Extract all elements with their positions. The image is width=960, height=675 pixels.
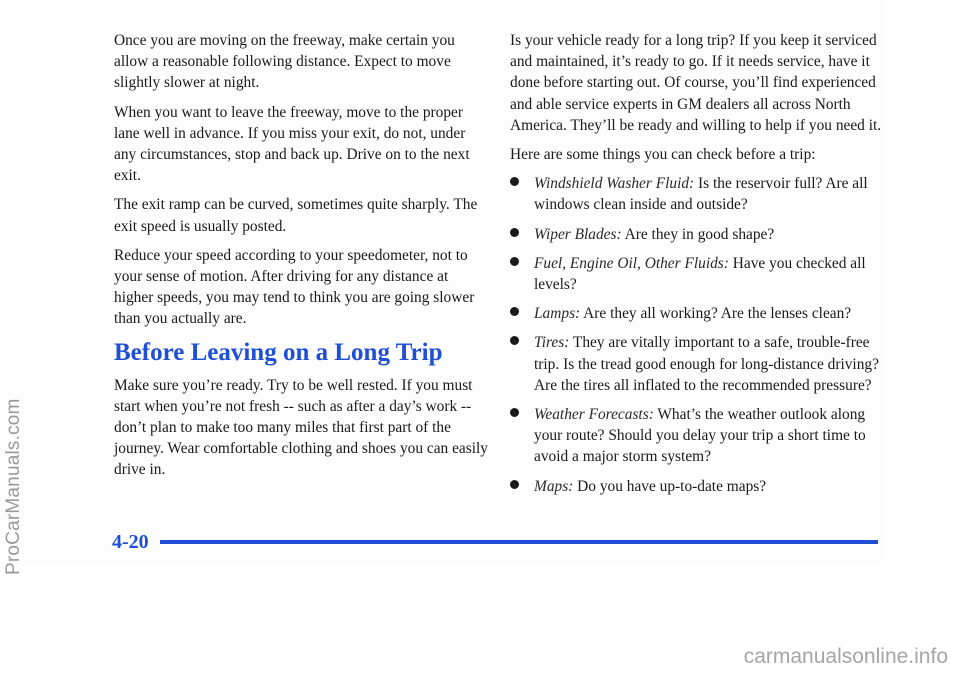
checklist-item xyxy=(510,253,882,295)
section-heading: Before Leaving on a Long Trip xyxy=(114,338,443,366)
paragraph: The exit ramp can be curved, sometimes quite sharply. The exit speed is usually posted. xyxy=(114,196,478,235)
bullet-icon xyxy=(510,228,519,237)
bullet-icon xyxy=(510,307,519,316)
paragraph: Is your vehicle ready for a long trip? If you keep it serviced and maintained, it’s ready to go. If it needs service, have it done before starting out. Of course, you’ll find experienced and able service experts in GM dealers all across North America. They’ll be ready and willing to help if you need it. xyxy=(510,32,882,134)
bullet-icon xyxy=(510,257,519,266)
paragraph: When you want to leave the freeway, move to the proper lane well in advance. If you miss your exit, do not, under any circumstances, stop and back up. Drive on to the next exit. xyxy=(114,103,470,185)
trip-checklist xyxy=(510,173,882,497)
side-watermark: ProCarManuals.com xyxy=(3,398,24,575)
checklist-term: Lamps: xyxy=(534,305,581,323)
checklist-term: Tires: xyxy=(534,334,570,352)
paragraph: Reduce your speed according to your speedometer, not to your sense of motion. After driving for any distance at higher speeds, you may tend to think you are going slower than you actually are. xyxy=(114,246,475,328)
paragraph: Here are some things you can check before a trip: xyxy=(510,146,816,164)
checklist-term: Maps: xyxy=(534,477,574,495)
paragraph: Once you are moving on the freeway, make certain you allow a reasonable following distance. Expect to move slightly slower at night. xyxy=(114,32,455,92)
checklist-item xyxy=(510,332,882,396)
footer-rule xyxy=(160,540,878,544)
checklist-term: Wiper Blades: xyxy=(534,225,622,243)
checklist-item xyxy=(510,476,882,497)
paragraph: Make sure you’re ready. Try to be well rested. If you must start when you’re not fresh -- such as after a day’s work -- don’t plan to make too many miles that first part of the journey. Wear comfortable clothing and shoes you can easily drive in. xyxy=(114,376,489,479)
checklist-item xyxy=(510,224,882,245)
page-number: 4-20 xyxy=(112,531,149,553)
bullet-icon xyxy=(510,408,519,417)
checklist-text: Do you have up-to-date maps? xyxy=(573,477,767,495)
left-column xyxy=(114,30,488,489)
checklist-item xyxy=(510,173,882,215)
right-column xyxy=(510,30,882,505)
checklist-item xyxy=(510,303,882,324)
checklist-text: Are they in good shape? xyxy=(621,225,775,243)
checklist-text: What’s the weather outlook along your route? Should you delay your trip a short time to avoid a major storm system? xyxy=(534,406,866,466)
checklist-term: Fuel, Engine Oil, Other Fluids: xyxy=(534,254,729,272)
bullet-icon xyxy=(510,480,519,489)
bullet-icon xyxy=(510,177,519,186)
checklist-item xyxy=(510,404,882,468)
bottom-watermark: carmanualsonline.info xyxy=(743,645,948,668)
checklist-text: They are vitally important to a safe, trouble-free trip. Is the tread good enough for long-distance driving? Are the tires all inflated to the recommended pressure? xyxy=(534,334,879,394)
bullet-icon xyxy=(510,336,519,345)
checklist-text: Have you checked all levels? xyxy=(534,254,866,294)
checklist-term: Weather Forecasts: xyxy=(534,406,654,424)
checklist-text: Is the reservoir full? Are all windows clean inside and outside? xyxy=(534,175,868,214)
checklist-text: Are they all working? Are the lenses clean? xyxy=(580,305,852,323)
checklist-term: Windshield Washer Fluid: xyxy=(534,175,695,193)
